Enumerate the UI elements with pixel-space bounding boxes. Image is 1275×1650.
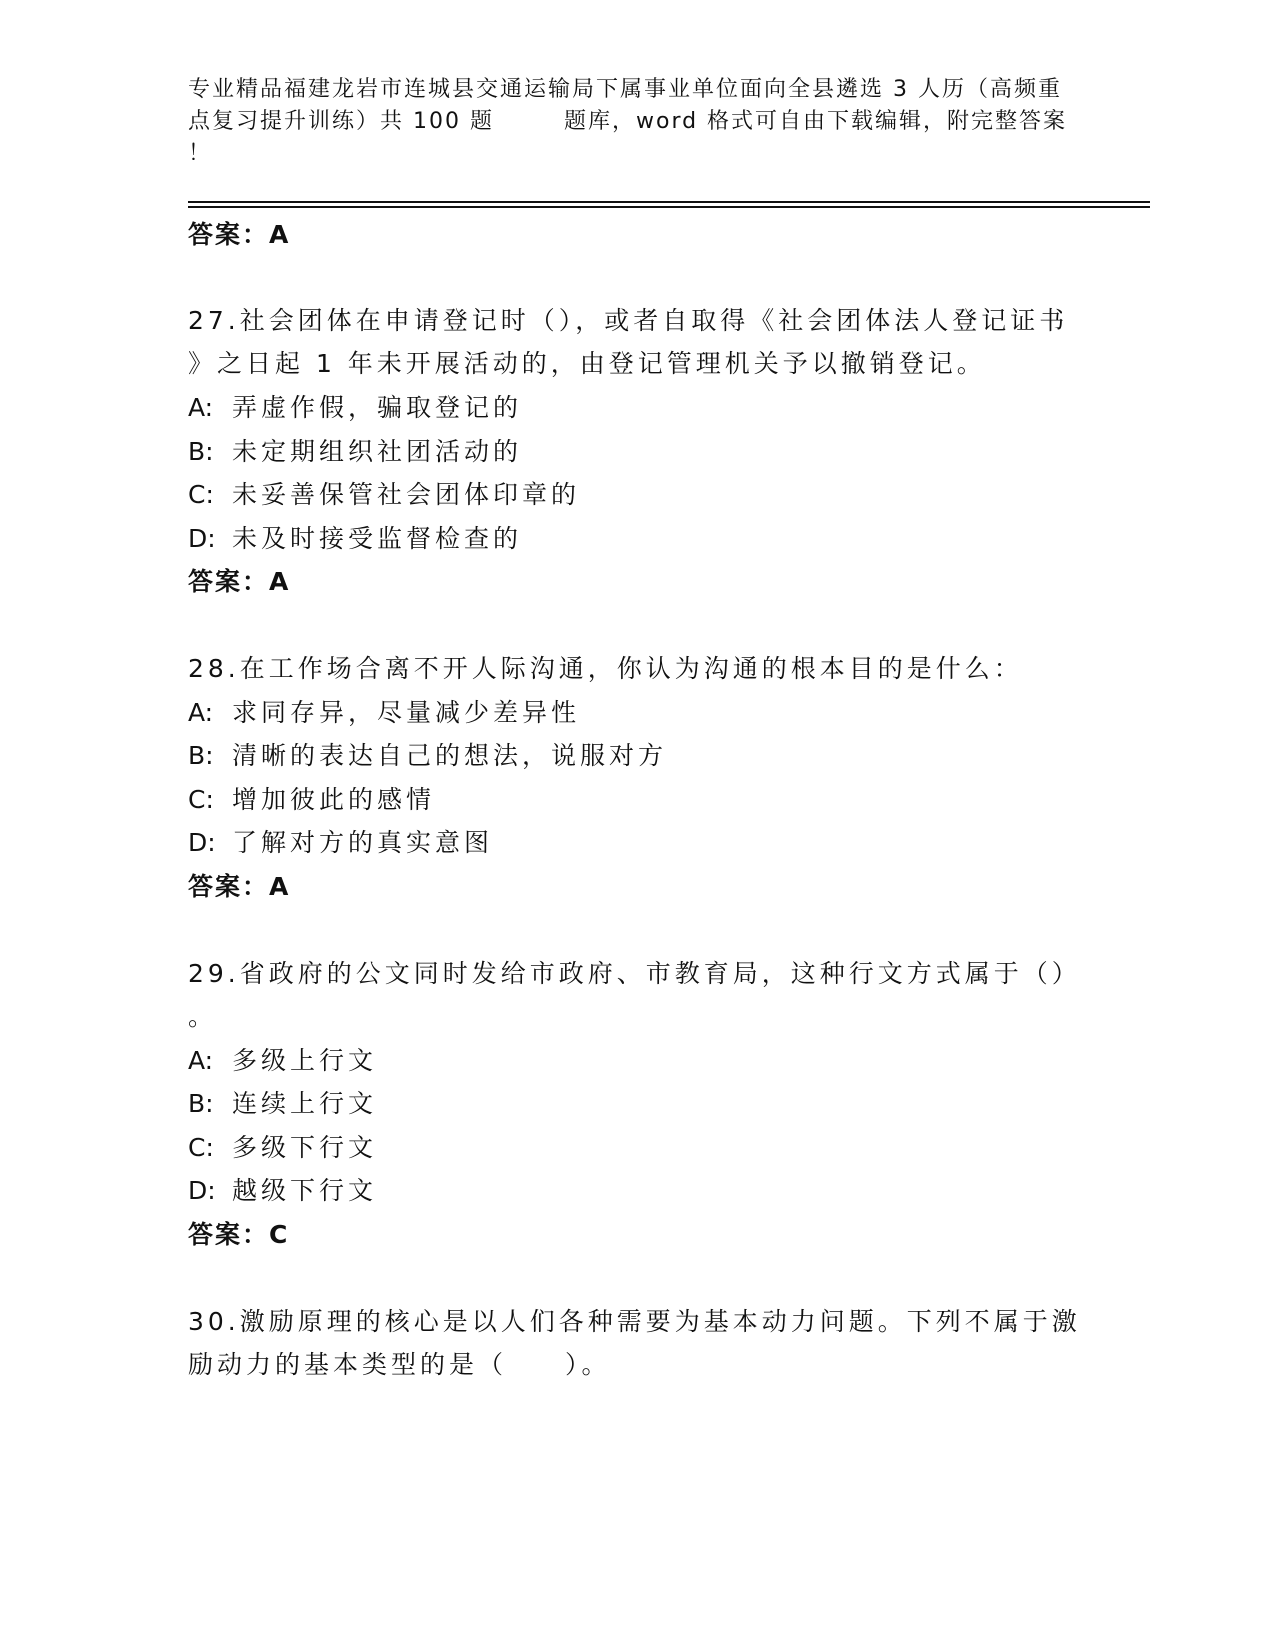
option-text: 了解对方的真实意图 [232, 828, 494, 857]
option-text: 未妥善保管社会团体印章的 [232, 480, 581, 509]
header-line-3: ！ [188, 141, 213, 166]
question-30-line-2: 励动力的基本类型的是（ ）。 [188, 1350, 611, 1379]
question-28-option-b [188, 738, 667, 774]
document-header [188, 74, 1088, 170]
question-28-option-a [188, 695, 580, 731]
option-label: B: [188, 437, 214, 466]
option-label: A: [188, 393, 214, 422]
question-27-option-b [188, 434, 522, 470]
answer-prefix: 答案： [188, 872, 270, 901]
option-text: 增加彼此的感情 [232, 785, 436, 814]
question-29-option-b [188, 1086, 377, 1122]
question-27-option-d [188, 521, 522, 557]
option-text: 求同存异，尽量减少差异性 [232, 698, 581, 727]
question-29-line-1: 29.省政府的公文同时发给市政府、市教育局，这种行文方式属于（） [188, 959, 1081, 988]
question-28-line-1: 28.在工作场合离不开人际沟通，你认为沟通的根本目的是什么： [188, 654, 1023, 683]
answer-value: A [269, 220, 291, 249]
option-label: C: [188, 785, 214, 814]
question-28-option-d [188, 825, 493, 861]
question-29-option-d [188, 1173, 377, 1209]
option-text: 未定期组织社团活动的 [232, 437, 523, 466]
option-text: 未及时接受监督检查的 [232, 524, 523, 553]
option-label: A: [188, 1046, 214, 1075]
header-line-2a: 点复习提升训练）共 100 题 [188, 109, 494, 134]
header-rule-top [188, 201, 1150, 203]
option-label: C: [188, 1133, 214, 1162]
answer-value: C [269, 1220, 290, 1249]
header-rule-bottom [188, 206, 1150, 208]
previous-answer [188, 217, 290, 253]
question-29-option-a [188, 1043, 377, 1079]
question-28-option-c [188, 782, 435, 818]
question-29-answer [188, 1217, 289, 1253]
option-text: 多级下行文 [232, 1133, 378, 1162]
option-text: 清晰的表达自己的想法，说服对方 [232, 741, 668, 770]
question-27-option-c [188, 477, 580, 513]
option-label: D: [188, 828, 216, 857]
header-line-2 [188, 106, 1088, 138]
header-line-1: 专业精品福建龙岩市连城县交通运输局下属事业单位面向全县遴选 3 人历（高频重 [188, 77, 1062, 102]
option-label: B: [188, 741, 214, 770]
question-29-option-c [188, 1130, 377, 1166]
option-text: 多级上行文 [232, 1046, 378, 1075]
option-label: B: [188, 1089, 214, 1118]
header-line-2b: 题库，word 格式可自由下载编辑，附完整答案 [563, 109, 1068, 134]
option-label: D: [188, 524, 216, 553]
answer-prefix: 答案： [188, 220, 270, 249]
option-label: D: [188, 1176, 216, 1205]
question-27-answer [188, 564, 290, 600]
answer-value: A [269, 567, 291, 596]
question-27-line-2: 》之日起 1 年未开展活动的，由登记管理机关予以撤销登记。 [188, 349, 986, 378]
answer-value: A [269, 872, 291, 901]
question-28-answer [188, 869, 290, 905]
answer-prefix: 答案： [188, 567, 270, 596]
answer-prefix: 答案： [188, 1220, 270, 1249]
question-27-option-a [188, 390, 522, 426]
question-30-line-1: 30.激励原理的核心是以人们各种需要为基本动力问题。下列不属于激 [188, 1307, 1081, 1336]
option-text: 连续上行文 [232, 1089, 378, 1118]
question-29-line-2: 。 [188, 1002, 218, 1031]
option-text: 弄虚作假，骗取登记的 [232, 393, 523, 422]
option-label: C: [188, 480, 214, 509]
question-27-line-1: 27.社会团体在申请登记时（），或者自取得《社会团体法人登记证书 [188, 306, 1069, 335]
option-text: 越级下行文 [232, 1176, 378, 1205]
option-label: A: [188, 698, 214, 727]
